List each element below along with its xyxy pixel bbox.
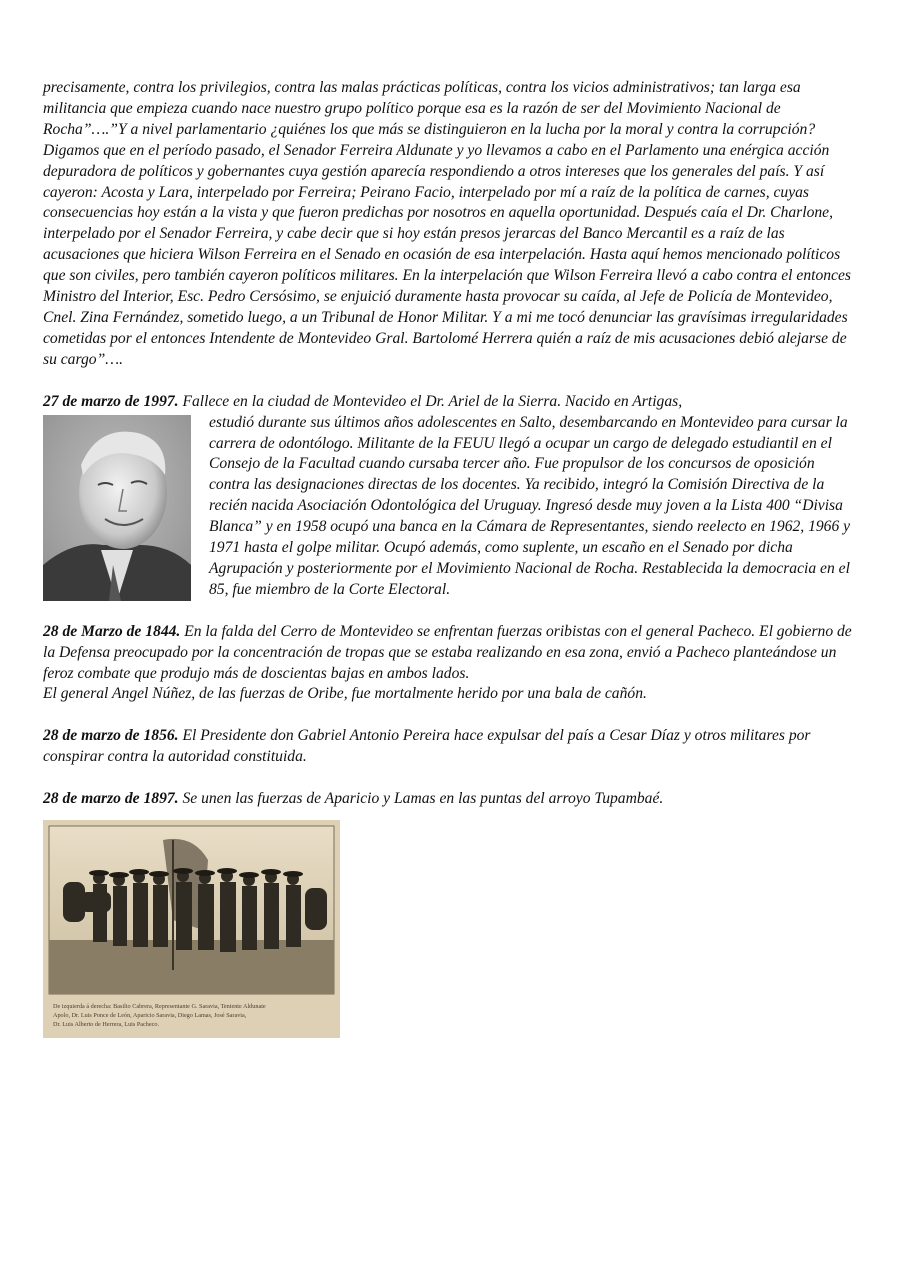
spacer	[43, 371, 853, 392]
photo-caption-line-3: Dr. Luis Alberto de Herrera, Luis Pacheco.	[53, 1021, 160, 1029]
spacer	[43, 601, 853, 622]
entry-1856	[43, 726, 853, 768]
entry-1856-paragraph	[43, 726, 853, 768]
photo-caption-line-1: De izquierda á derecha: Basilio Cabrera, Representante G. Saravia, Teniente Aldunate	[53, 1003, 266, 1011]
spacer	[43, 705, 853, 726]
entry-1997-text-first: Fallece en la ciudad de Montevideo el Dr. Ariel de la Sierra. Nacido en Artigas,	[178, 392, 683, 410]
entry-1856-text: El Presidente don Gabriel Antonio Pereira hace expulsar del país a Cesar Díaz y otros militares por conspirar contra la autoridad constituida.	[43, 727, 811, 766]
entry-1844-text: En la falda del Cerro de Montevideo se enfrentan fuerzas oribistas con el general Pacheco. El gobierno de la Defensa preocupado por la concentración de tropas que se estaba realizando en esa zona, envió a Pacheco planteándose un feroz combate que produjo más de doscientas bajas en ambos lados.	[43, 622, 852, 682]
entry-1844	[43, 622, 853, 706]
entry-1997-text-rest: estudió durante sus últimos años adolescentes en Salto, desembarcando en Montevideo para cursar la carrera de odontólogo. Militante de la FEUU llegó a ocupar un cargo de delegado estudiantil en el Consejo de la Facultad cuando cursaba tercer año. Fue propulsor de los concursos de oposición contra las designaciones directas de los docentes. Ya recibido, integró la Comisión Directiva de la recién nacida Asociación Odontológica del Uruguay. Ingresó desde muy joven a la Lista 400 “Divisa Blanca” y en 1958 ocupó una banca en la Cámara de Representantes, siendo reelecto en 1962, 1966 y 1971 hasta el golpe militar. Ocupó además, como suplente, un escaño en el Senado por dicha Agrupación y posteriormente por el Movimiento Nacional de Rocha. Restablecida la democracia en el 85, fue miembro de la Corte Electoral.	[209, 413, 851, 598]
entry-1997	[43, 392, 853, 601]
entry-1844-date: 28 de Marzo de 1844.	[43, 622, 181, 640]
portrait-photo-ariel-de-la-sierra	[43, 415, 191, 601]
entry-1997-first-line	[43, 392, 853, 413]
entry-1897	[43, 789, 853, 810]
entry-1844-second-paragraph: El general Angel Núñez, de las fuerzas de Oribe, fue mortalmente herido por una bala de cañón.	[43, 685, 647, 703]
group-photo-saravia-lamas	[43, 820, 340, 1038]
document-page	[43, 78, 853, 1038]
entry-1844-paragraph	[43, 622, 853, 685]
entry-1897-text: Se unen las fuerzas de Aparicio y Lamas en las puntas del arroyo Tupambaé.	[178, 790, 664, 808]
entry-1897-date: 28 de marzo de 1897.	[43, 790, 179, 808]
intro-paragraph: precisamente, contra los privilegios, contra las malas prácticas políticas, contra los vicios administrativos; tan larga esa militancia que empieza cuando nace nuestro grupo político porque esa es la razón de ser del Movimiento Nacional de Rocha”….”Y a nivel parlamentario ¿quiénes los que más se distinguieron en la lucha por la moral y contra la corrupción? Digamos que en el período pasado, el Senador Ferreira Aldunate y yo llevamos a cabo en el Parlamento una enérgica acción depuradora de políticos y gobernantes cuya gestión aparecía respondiendo a otros intereses que los generales del país. Y así cayeron: Acosta y Lara, interpelado por Ferreira; Peirano Facio, interpelado por mí a raíz de la política de carnes, cuyas consecuencias hoy están a la vista y que fueron predichas por nosotros en aquella oportunidad. Después caía el Dr. Charlone, interpelado por el Senador Ferreira, y cabe decir que si hoy están presos jerarcas del Banco Mercantil es a raíz de las acusaciones que hiciera Wilson Ferreira en el Senado en ocasión de esa interpelación. Hasta aquí hemos mencionado políticos que son civiles, pero también cayeron políticos militares. En la interpelación que Wilson Ferreira llevó a cabo contra el entonces Ministro del Interior, Esc. Pedro Cersósimo, se enjuició duramente hasta provocar su caída, al Jefe de Policía de Montevideo, Cnel. Zina Fernández, sometido luego, a un Tribunal de Honor Militar. Y a mi me tocó denunciar las gravísimas irregularidades cometidas por el entonces Intendente de Montevideo Gral. Bartolomé Herrera quién a raíz de mis acusaciones debió alejarse de su cargo”….	[43, 79, 851, 368]
entry-1856-date: 28 de marzo de 1856.	[43, 727, 179, 745]
entry-1997-date: 27 de marzo de 1997.	[43, 392, 179, 410]
photo-caption-line-2: Apolo, Dr. Luis Ponce de León, Aparicio Saravia, Diego Lamas, José Saravia,	[53, 1012, 247, 1020]
spacer	[43, 768, 853, 789]
entry-1897-paragraph	[43, 789, 853, 810]
